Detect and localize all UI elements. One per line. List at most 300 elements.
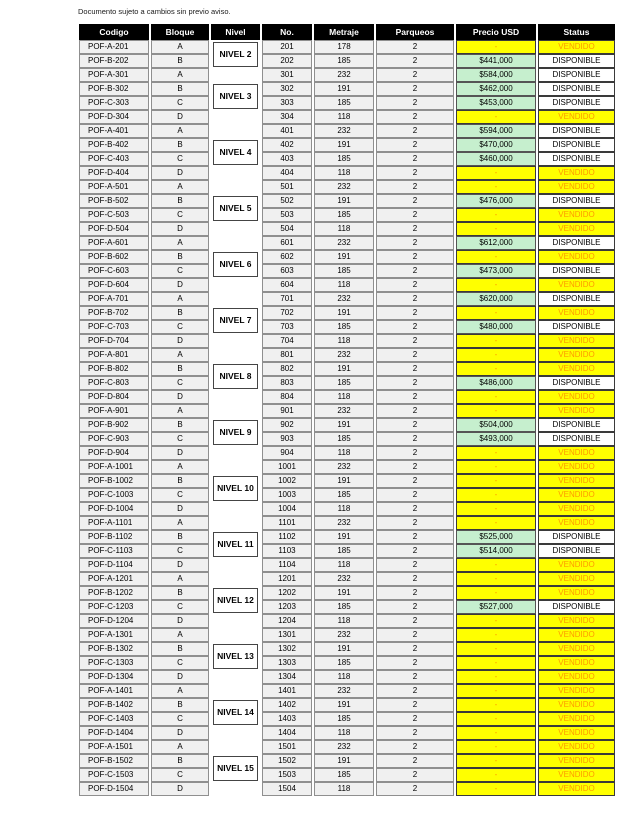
cell-precio: -	[456, 670, 536, 684]
cell-codigo: POF-D-404	[79, 166, 149, 180]
cell-bloque: B	[151, 754, 209, 768]
cell-status: VENDIDO	[538, 712, 615, 726]
cell-precio: -	[456, 516, 536, 530]
cell-no: 303	[262, 96, 312, 110]
cell-precio: -	[456, 306, 536, 320]
cell-metraje: 191	[314, 474, 374, 488]
cell-parqueos: 2	[376, 236, 454, 250]
cell-metraje: 185	[314, 712, 374, 726]
cell-parqueos: 2	[376, 306, 454, 320]
cell-precio: -	[456, 180, 536, 194]
cell-status: VENDIDO	[538, 278, 615, 292]
price-table	[77, 24, 617, 796]
table-row	[79, 68, 615, 82]
table-row	[79, 40, 615, 54]
cell-precio: -	[456, 474, 536, 488]
cell-codigo: POF-D-804	[79, 390, 149, 404]
cell-precio: -	[456, 754, 536, 768]
cell-status: DISPONIBLE	[538, 544, 615, 558]
nivel-cell	[211, 124, 260, 180]
cell-metraje: 232	[314, 68, 374, 82]
cell-codigo: POF-D-504	[79, 222, 149, 236]
cell-metraje: 191	[314, 418, 374, 432]
cell-status: VENDIDO	[538, 628, 615, 642]
cell-no: 703	[262, 320, 312, 334]
column-header-precio-usd: Precio USD	[456, 24, 536, 40]
cell-bloque: D	[151, 558, 209, 572]
cell-bloque: A	[151, 628, 209, 642]
nivel-cell	[211, 40, 260, 68]
cell-codigo: POF-C-1103	[79, 544, 149, 558]
table-row	[79, 222, 615, 236]
cell-parqueos: 2	[376, 222, 454, 236]
cell-codigo: POF-B-802	[79, 362, 149, 376]
table-row	[79, 656, 615, 670]
table-row	[79, 82, 615, 96]
table-row	[79, 446, 615, 460]
cell-parqueos: 2	[376, 432, 454, 446]
table-row	[79, 418, 615, 432]
cell-codigo: POF-A-1201	[79, 572, 149, 586]
cell-parqueos: 2	[376, 698, 454, 712]
cell-codigo: POF-C-1303	[79, 656, 149, 670]
cell-metraje: 118	[314, 110, 374, 124]
cell-codigo: POF-B-1102	[79, 530, 149, 544]
cell-metraje: 118	[314, 334, 374, 348]
cell-no: 704	[262, 334, 312, 348]
cell-codigo: POF-B-502	[79, 194, 149, 208]
cell-bloque: A	[151, 124, 209, 138]
table-row	[79, 600, 615, 614]
nivel-cell	[211, 236, 260, 292]
cell-no: 404	[262, 166, 312, 180]
table-row	[79, 586, 615, 600]
cell-metraje: 185	[314, 152, 374, 166]
cell-status: VENDIDO	[538, 740, 615, 754]
cell-codigo: POF-C-803	[79, 376, 149, 390]
cell-status: DISPONIBLE	[538, 152, 615, 166]
cell-status: VENDIDO	[538, 586, 615, 600]
cell-codigo: POF-D-604	[79, 278, 149, 292]
cell-no: 1401	[262, 684, 312, 698]
cell-precio: $476,000	[456, 194, 536, 208]
cell-precio: -	[456, 348, 536, 362]
nivel-label: NIVEL 3	[213, 84, 258, 109]
cell-no: 601	[262, 236, 312, 250]
table-row	[79, 460, 615, 474]
cell-precio: -	[456, 614, 536, 628]
cell-no: 403	[262, 152, 312, 166]
cell-codigo: POF-C-1503	[79, 768, 149, 782]
cell-no: 1201	[262, 572, 312, 586]
nivel-cell	[211, 404, 260, 460]
nivel-cell	[211, 292, 260, 348]
table-row	[79, 54, 615, 68]
cell-bloque: B	[151, 418, 209, 432]
cell-metraje: 232	[314, 740, 374, 754]
cell-codigo: POF-D-1504	[79, 782, 149, 796]
cell-parqueos: 2	[376, 292, 454, 306]
cell-bloque: A	[151, 404, 209, 418]
cell-status: VENDIDO	[538, 180, 615, 194]
table-row	[79, 628, 615, 642]
cell-status: VENDIDO	[538, 642, 615, 656]
cell-metraje: 232	[314, 516, 374, 530]
cell-parqueos: 2	[376, 124, 454, 138]
cell-bloque: D	[151, 614, 209, 628]
cell-codigo: POF-D-304	[79, 110, 149, 124]
nivel-label: NIVEL 11	[213, 532, 258, 557]
cell-parqueos: 2	[376, 250, 454, 264]
cell-status: VENDIDO	[538, 782, 615, 796]
cell-status: VENDIDO	[538, 558, 615, 572]
table-row	[79, 166, 615, 180]
cell-parqueos: 2	[376, 334, 454, 348]
cell-precio: -	[456, 726, 536, 740]
cell-status: DISPONIBLE	[538, 418, 615, 432]
cell-parqueos: 2	[376, 264, 454, 278]
cell-no: 401	[262, 124, 312, 138]
cell-no: 1304	[262, 670, 312, 684]
cell-bloque: A	[151, 292, 209, 306]
cell-metraje: 118	[314, 726, 374, 740]
cell-parqueos: 2	[376, 418, 454, 432]
cell-codigo: POF-D-1404	[79, 726, 149, 740]
cell-codigo: POF-A-1401	[79, 684, 149, 698]
cell-no: 202	[262, 54, 312, 68]
cell-no: 402	[262, 138, 312, 152]
cell-bloque: B	[151, 362, 209, 376]
cell-status: VENDIDO	[538, 460, 615, 474]
cell-codigo: POF-A-1501	[79, 740, 149, 754]
cell-metraje: 118	[314, 502, 374, 516]
cell-bloque: D	[151, 446, 209, 460]
cell-parqueos: 2	[376, 96, 454, 110]
cell-parqueos: 2	[376, 180, 454, 194]
cell-no: 1001	[262, 460, 312, 474]
table-row	[79, 782, 615, 796]
cell-status: VENDIDO	[538, 334, 615, 348]
cell-parqueos: 2	[376, 544, 454, 558]
cell-metraje: 118	[314, 782, 374, 796]
cell-codigo: POF-A-1101	[79, 516, 149, 530]
cell-bloque: D	[151, 110, 209, 124]
cell-parqueos: 2	[376, 40, 454, 54]
table-row	[79, 558, 615, 572]
table-row	[79, 292, 615, 306]
table-row	[79, 502, 615, 516]
column-header-parqueos: Parqueos	[376, 24, 454, 40]
column-header-metraje: Metraje	[314, 24, 374, 40]
cell-bloque: B	[151, 586, 209, 600]
table-row	[79, 208, 615, 222]
nivel-label: NIVEL 2	[213, 42, 258, 67]
cell-status: VENDIDO	[538, 404, 615, 418]
cell-parqueos: 2	[376, 558, 454, 572]
cell-codigo: POF-A-301	[79, 68, 149, 82]
cell-parqueos: 2	[376, 166, 454, 180]
cell-no: 504	[262, 222, 312, 236]
cell-precio: $594,000	[456, 124, 536, 138]
table-row	[79, 250, 615, 264]
cell-precio: $493,000	[456, 432, 536, 446]
cell-metraje: 191	[314, 698, 374, 712]
cell-precio: -	[456, 40, 536, 54]
cell-bloque: B	[151, 698, 209, 712]
cell-parqueos: 2	[376, 488, 454, 502]
cell-parqueos: 2	[376, 530, 454, 544]
cell-no: 1204	[262, 614, 312, 628]
cell-no: 901	[262, 404, 312, 418]
nivel-cell	[211, 68, 260, 124]
nivel-label: NIVEL 14	[213, 700, 258, 725]
cell-precio: -	[456, 768, 536, 782]
cell-bloque: C	[151, 320, 209, 334]
cell-metraje: 191	[314, 362, 374, 376]
cell-status: VENDIDO	[538, 208, 615, 222]
table-row	[79, 110, 615, 124]
nivel-label: NIVEL 13	[213, 644, 258, 669]
cell-status: VENDIDO	[538, 446, 615, 460]
cell-precio: -	[456, 250, 536, 264]
cell-precio: -	[456, 460, 536, 474]
cell-no: 301	[262, 68, 312, 82]
cell-precio: -	[456, 362, 536, 376]
table-row	[79, 740, 615, 754]
cell-codigo: POF-C-503	[79, 208, 149, 222]
cell-metraje: 232	[314, 404, 374, 418]
cell-precio: -	[456, 698, 536, 712]
cell-status: DISPONIBLE	[538, 432, 615, 446]
cell-codigo: POF-B-302	[79, 82, 149, 96]
cell-parqueos: 2	[376, 110, 454, 124]
table-row	[79, 404, 615, 418]
cell-codigo: POF-C-1203	[79, 600, 149, 614]
table-row	[79, 670, 615, 684]
cell-precio: $441,000	[456, 54, 536, 68]
nivel-cell	[211, 572, 260, 628]
cell-bloque: C	[151, 544, 209, 558]
cell-no: 603	[262, 264, 312, 278]
cell-parqueos: 2	[376, 152, 454, 166]
cell-no: 902	[262, 418, 312, 432]
cell-codigo: POF-A-701	[79, 292, 149, 306]
cell-parqueos: 2	[376, 726, 454, 740]
cell-precio: -	[456, 334, 536, 348]
cell-metraje: 191	[314, 82, 374, 96]
cell-bloque: D	[151, 670, 209, 684]
cell-codigo: POF-B-902	[79, 418, 149, 432]
cell-metraje: 232	[314, 236, 374, 250]
cell-bloque: C	[151, 656, 209, 670]
cell-status: VENDIDO	[538, 754, 615, 768]
cell-codigo: POF-A-1301	[79, 628, 149, 642]
cell-no: 1104	[262, 558, 312, 572]
cell-metraje: 185	[314, 376, 374, 390]
cell-codigo: POF-B-402	[79, 138, 149, 152]
cell-precio: -	[456, 656, 536, 670]
cell-status: DISPONIBLE	[538, 264, 615, 278]
table-row	[79, 642, 615, 656]
cell-metraje: 185	[314, 600, 374, 614]
cell-bloque: D	[151, 782, 209, 796]
cell-precio: -	[456, 712, 536, 726]
cell-status: VENDIDO	[538, 614, 615, 628]
cell-bloque: D	[151, 166, 209, 180]
table-row	[79, 96, 615, 110]
cell-parqueos: 2	[376, 782, 454, 796]
cell-no: 1202	[262, 586, 312, 600]
cell-bloque: C	[151, 488, 209, 502]
cell-bloque: C	[151, 96, 209, 110]
cell-codigo: POF-D-1104	[79, 558, 149, 572]
cell-codigo: POF-A-601	[79, 236, 149, 250]
cell-precio: $470,000	[456, 138, 536, 152]
cell-bloque: D	[151, 222, 209, 236]
table-row	[79, 698, 615, 712]
cell-status: VENDIDO	[538, 348, 615, 362]
nivel-cell	[211, 180, 260, 236]
cell-precio: $460,000	[456, 152, 536, 166]
table-row	[79, 516, 615, 530]
table-row	[79, 306, 615, 320]
cell-precio: -	[456, 390, 536, 404]
cell-precio: $462,000	[456, 82, 536, 96]
cell-metraje: 185	[314, 656, 374, 670]
cell-parqueos: 2	[376, 516, 454, 530]
cell-status: DISPONIBLE	[538, 54, 615, 68]
cell-bloque: A	[151, 460, 209, 474]
cell-status: VENDIDO	[538, 768, 615, 782]
cell-metraje: 232	[314, 628, 374, 642]
cell-metraje: 118	[314, 446, 374, 460]
cell-bloque: D	[151, 334, 209, 348]
cell-status: DISPONIBLE	[538, 96, 615, 110]
cell-status: VENDIDO	[538, 362, 615, 376]
cell-precio: -	[456, 488, 536, 502]
cell-parqueos: 2	[376, 460, 454, 474]
cell-precio: -	[456, 208, 536, 222]
cell-precio: -	[456, 278, 536, 292]
cell-metraje: 185	[314, 544, 374, 558]
cell-parqueos: 2	[376, 194, 454, 208]
nivel-label: NIVEL 8	[213, 364, 258, 389]
cell-no: 1501	[262, 740, 312, 754]
cell-codigo: POF-B-1202	[79, 586, 149, 600]
cell-bloque: D	[151, 278, 209, 292]
cell-bloque: B	[151, 474, 209, 488]
cell-no: 1003	[262, 488, 312, 502]
cell-codigo: POF-C-703	[79, 320, 149, 334]
cell-precio: -	[456, 628, 536, 642]
cell-codigo: POF-A-201	[79, 40, 149, 54]
cell-codigo: POF-C-903	[79, 432, 149, 446]
table-row	[79, 264, 615, 278]
cell-codigo: POF-A-1001	[79, 460, 149, 474]
cell-no: 604	[262, 278, 312, 292]
cell-metraje: 118	[314, 614, 374, 628]
cell-bloque: A	[151, 180, 209, 194]
cell-codigo: POF-D-1304	[79, 670, 149, 684]
cell-status: VENDIDO	[538, 250, 615, 264]
cell-metraje: 191	[314, 530, 374, 544]
column-header-no: No.	[262, 24, 312, 40]
cell-precio: -	[456, 446, 536, 460]
cell-status: VENDIDO	[538, 390, 615, 404]
cell-status: VENDIDO	[538, 306, 615, 320]
cell-precio: $504,000	[456, 418, 536, 432]
cell-status: DISPONIBLE	[538, 292, 615, 306]
cell-parqueos: 2	[376, 320, 454, 334]
cell-no: 1203	[262, 600, 312, 614]
cell-precio: -	[456, 684, 536, 698]
cell-bloque: B	[151, 250, 209, 264]
cell-no: 1302	[262, 642, 312, 656]
cell-bloque: A	[151, 348, 209, 362]
cell-no: 201	[262, 40, 312, 54]
cell-metraje: 191	[314, 194, 374, 208]
cell-status: VENDIDO	[538, 698, 615, 712]
cell-no: 802	[262, 362, 312, 376]
cell-metraje: 191	[314, 250, 374, 264]
cell-no: 803	[262, 376, 312, 390]
cell-bloque: A	[151, 516, 209, 530]
cell-status: DISPONIBLE	[538, 82, 615, 96]
nivel-cell	[211, 684, 260, 740]
table-row	[79, 544, 615, 558]
cell-status: VENDIDO	[538, 474, 615, 488]
cell-codigo: POF-D-1204	[79, 614, 149, 628]
cell-bloque: A	[151, 40, 209, 54]
cell-status: VENDIDO	[538, 726, 615, 740]
cell-precio: -	[456, 166, 536, 180]
cell-bloque: D	[151, 502, 209, 516]
cell-no: 1403	[262, 712, 312, 726]
cell-status: VENDIDO	[538, 222, 615, 236]
cell-metraje: 232	[314, 348, 374, 362]
cell-bloque: B	[151, 194, 209, 208]
nivel-label: NIVEL 6	[213, 252, 258, 277]
cell-parqueos: 2	[376, 614, 454, 628]
cell-precio: -	[456, 110, 536, 124]
cell-bloque: B	[151, 642, 209, 656]
cell-bloque: B	[151, 138, 209, 152]
cell-bloque: C	[151, 432, 209, 446]
cell-metraje: 232	[314, 124, 374, 138]
cell-metraje: 185	[314, 54, 374, 68]
cell-parqueos: 2	[376, 656, 454, 670]
cell-metraje: 185	[314, 96, 374, 110]
cell-metraje: 232	[314, 572, 374, 586]
cell-metraje: 191	[314, 138, 374, 152]
cell-parqueos: 2	[376, 586, 454, 600]
cell-bloque: C	[151, 152, 209, 166]
cell-parqueos: 2	[376, 390, 454, 404]
cell-status: VENDIDO	[538, 516, 615, 530]
column-header-status: Status	[538, 24, 615, 40]
cell-metraje: 185	[314, 768, 374, 782]
nivel-label: NIVEL 4	[213, 140, 258, 165]
cell-no: 904	[262, 446, 312, 460]
cell-metraje: 191	[314, 586, 374, 600]
cell-metraje: 118	[314, 222, 374, 236]
table-row	[79, 474, 615, 488]
cell-no: 503	[262, 208, 312, 222]
cell-parqueos: 2	[376, 740, 454, 754]
cell-no: 302	[262, 82, 312, 96]
cell-codigo: POF-B-1302	[79, 642, 149, 656]
cell-precio: $612,000	[456, 236, 536, 250]
